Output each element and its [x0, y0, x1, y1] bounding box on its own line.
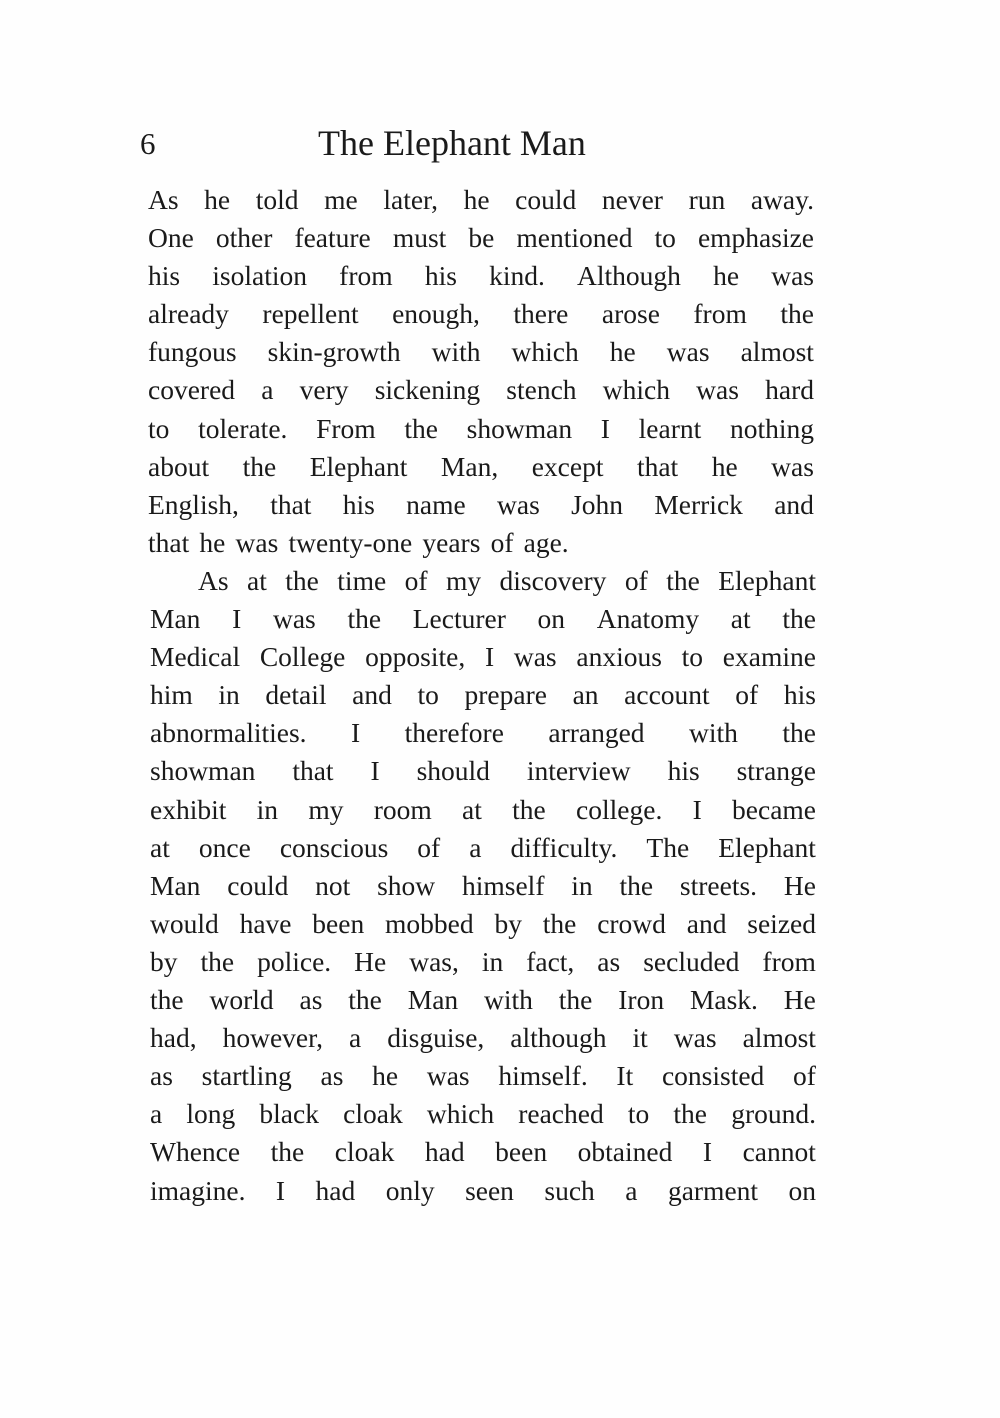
text-line: Man I was the Lecturer on Anatomy at the	[150, 603, 816, 635]
text-line: had, however, a disguise, although it was almost	[150, 1022, 816, 1054]
text-line: his isolation from his kind. Although he was	[148, 260, 814, 292]
text-line: covered a very sickening stench which was hard	[148, 374, 814, 406]
text-line: him in detail and to prepare an account of his	[150, 679, 816, 711]
text-line: imagine. I had only seen such a garment on	[150, 1174, 816, 1206]
text-line: by the police. He was, in fact, as secluded from	[150, 945, 816, 977]
page-header	[140, 122, 640, 172]
text-line: Medical College opposite, I was anxious to examine	[150, 641, 816, 673]
text-line: exhibit in my room at the college. I became	[150, 793, 816, 825]
running-title: The Elephant Man	[318, 123, 586, 163]
text-line: that he was twenty-one years of age.	[148, 526, 569, 558]
text-line: Whence the cloak had been obtained I cannot	[150, 1136, 816, 1168]
text-line: a long black cloak which reached to the ground.	[150, 1098, 816, 1130]
paragraph-2	[150, 562, 816, 1210]
text-line: the world as the Man with the Iron Mask. He	[150, 984, 816, 1016]
text-line: would have been mobbed by the crowd and seized	[150, 907, 816, 939]
text-line: as startling as he was himself. It consisted of	[150, 1060, 816, 1092]
text-line: to tolerate. From the showman I learnt nothing	[148, 412, 814, 444]
text-line: at once conscious of a difficulty. The Elephant	[150, 831, 816, 863]
text-line: English, that his name was John Merrick and	[148, 488, 814, 520]
text-line: Man could not show himself in the streets. He	[150, 869, 816, 901]
text-line: As at the time of my discovery of the Elephant	[198, 565, 816, 596]
text-line: abnormalities. I therefore arranged with the	[150, 717, 816, 749]
text-line: already repellent enough, there arose from the	[148, 298, 814, 330]
text-line: As he told me later, he could never run away.	[148, 184, 814, 215]
text-line: about the Elephant Man, except that he was	[148, 450, 814, 482]
text-line: showman that I should interview his strange	[150, 755, 816, 787]
paragraph-1	[148, 181, 814, 562]
page-number: 6	[140, 126, 156, 161]
text-line: fungous skin-growth with which he was almost	[148, 336, 814, 368]
text-line: One other feature must be mentioned to emphasize	[148, 222, 814, 254]
